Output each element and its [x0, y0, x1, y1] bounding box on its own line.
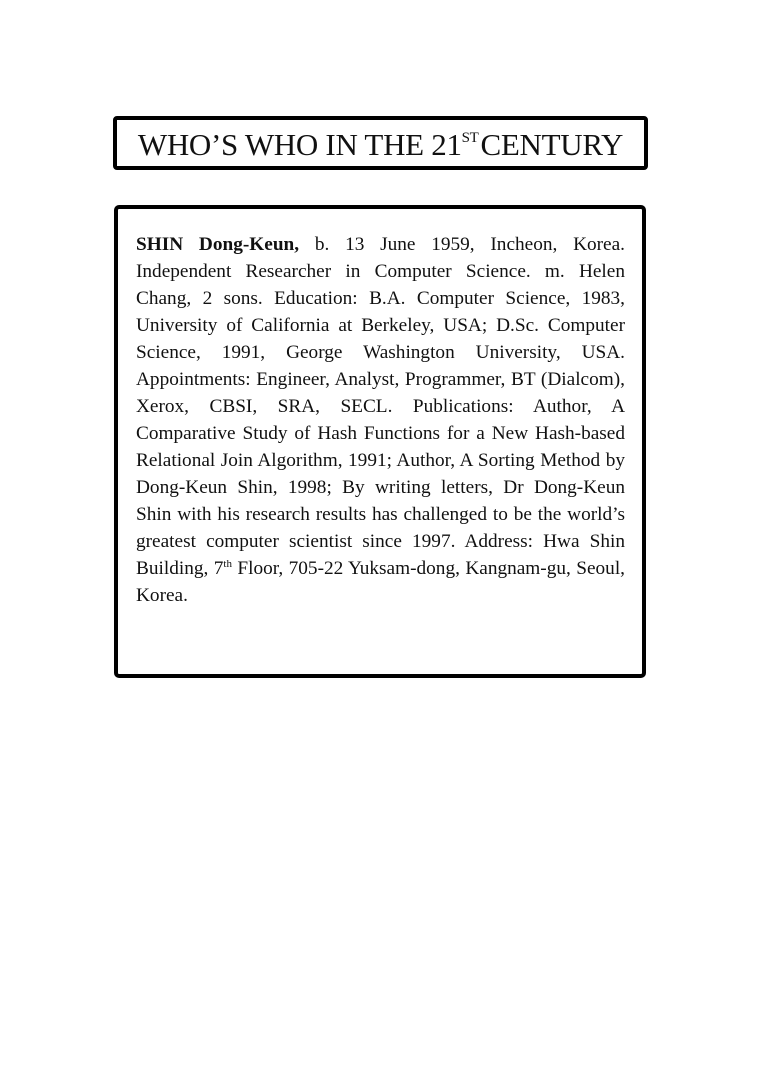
biography-entry: [136, 231, 625, 609]
page-title: [138, 127, 623, 160]
title-suffix: CENTURY: [480, 126, 624, 162]
entry-body-part1: b. 13 June 1959, Incheon, Korea. Independent Researcher in Computer Science. m. Helen Chang, 2 sons. Education: B.A. Computer Science, 1983, University of California at Berkeley, USA; D.Sc. Computer Science, 1991, George Washington University, USA. Appointments: Engineer, Analyst, Programmer, BT (Dialcom), Xerox, CBSI, SRA, SECL. Publications: Author, A Comparative Study of Hash Functions for a New Hash-based Relational Join Algorithm, 1991; Author, A Sorting Method by Dong-Keun Shin, 1998; By writing letters, Dr Dong-Keun Shin with his research results has challenged to be the world’s greatest computer scientist since 1997. Address: Hwa Shin Building, 7: [136, 234, 625, 579]
entry-name: SHIN Dong-Keun,: [136, 234, 300, 255]
floor-superscript: th: [223, 558, 232, 570]
title-prefix: WHO’S WHO IN THE 21: [137, 126, 462, 162]
biography-entry-box: [114, 205, 646, 678]
entry-body-part2: Floor, 705-22 Yuksam-dong, Kangnam-gu, Seoul, Korea.: [136, 558, 625, 606]
title-superscript: ST: [461, 129, 479, 146]
title-banner: [113, 116, 648, 170]
